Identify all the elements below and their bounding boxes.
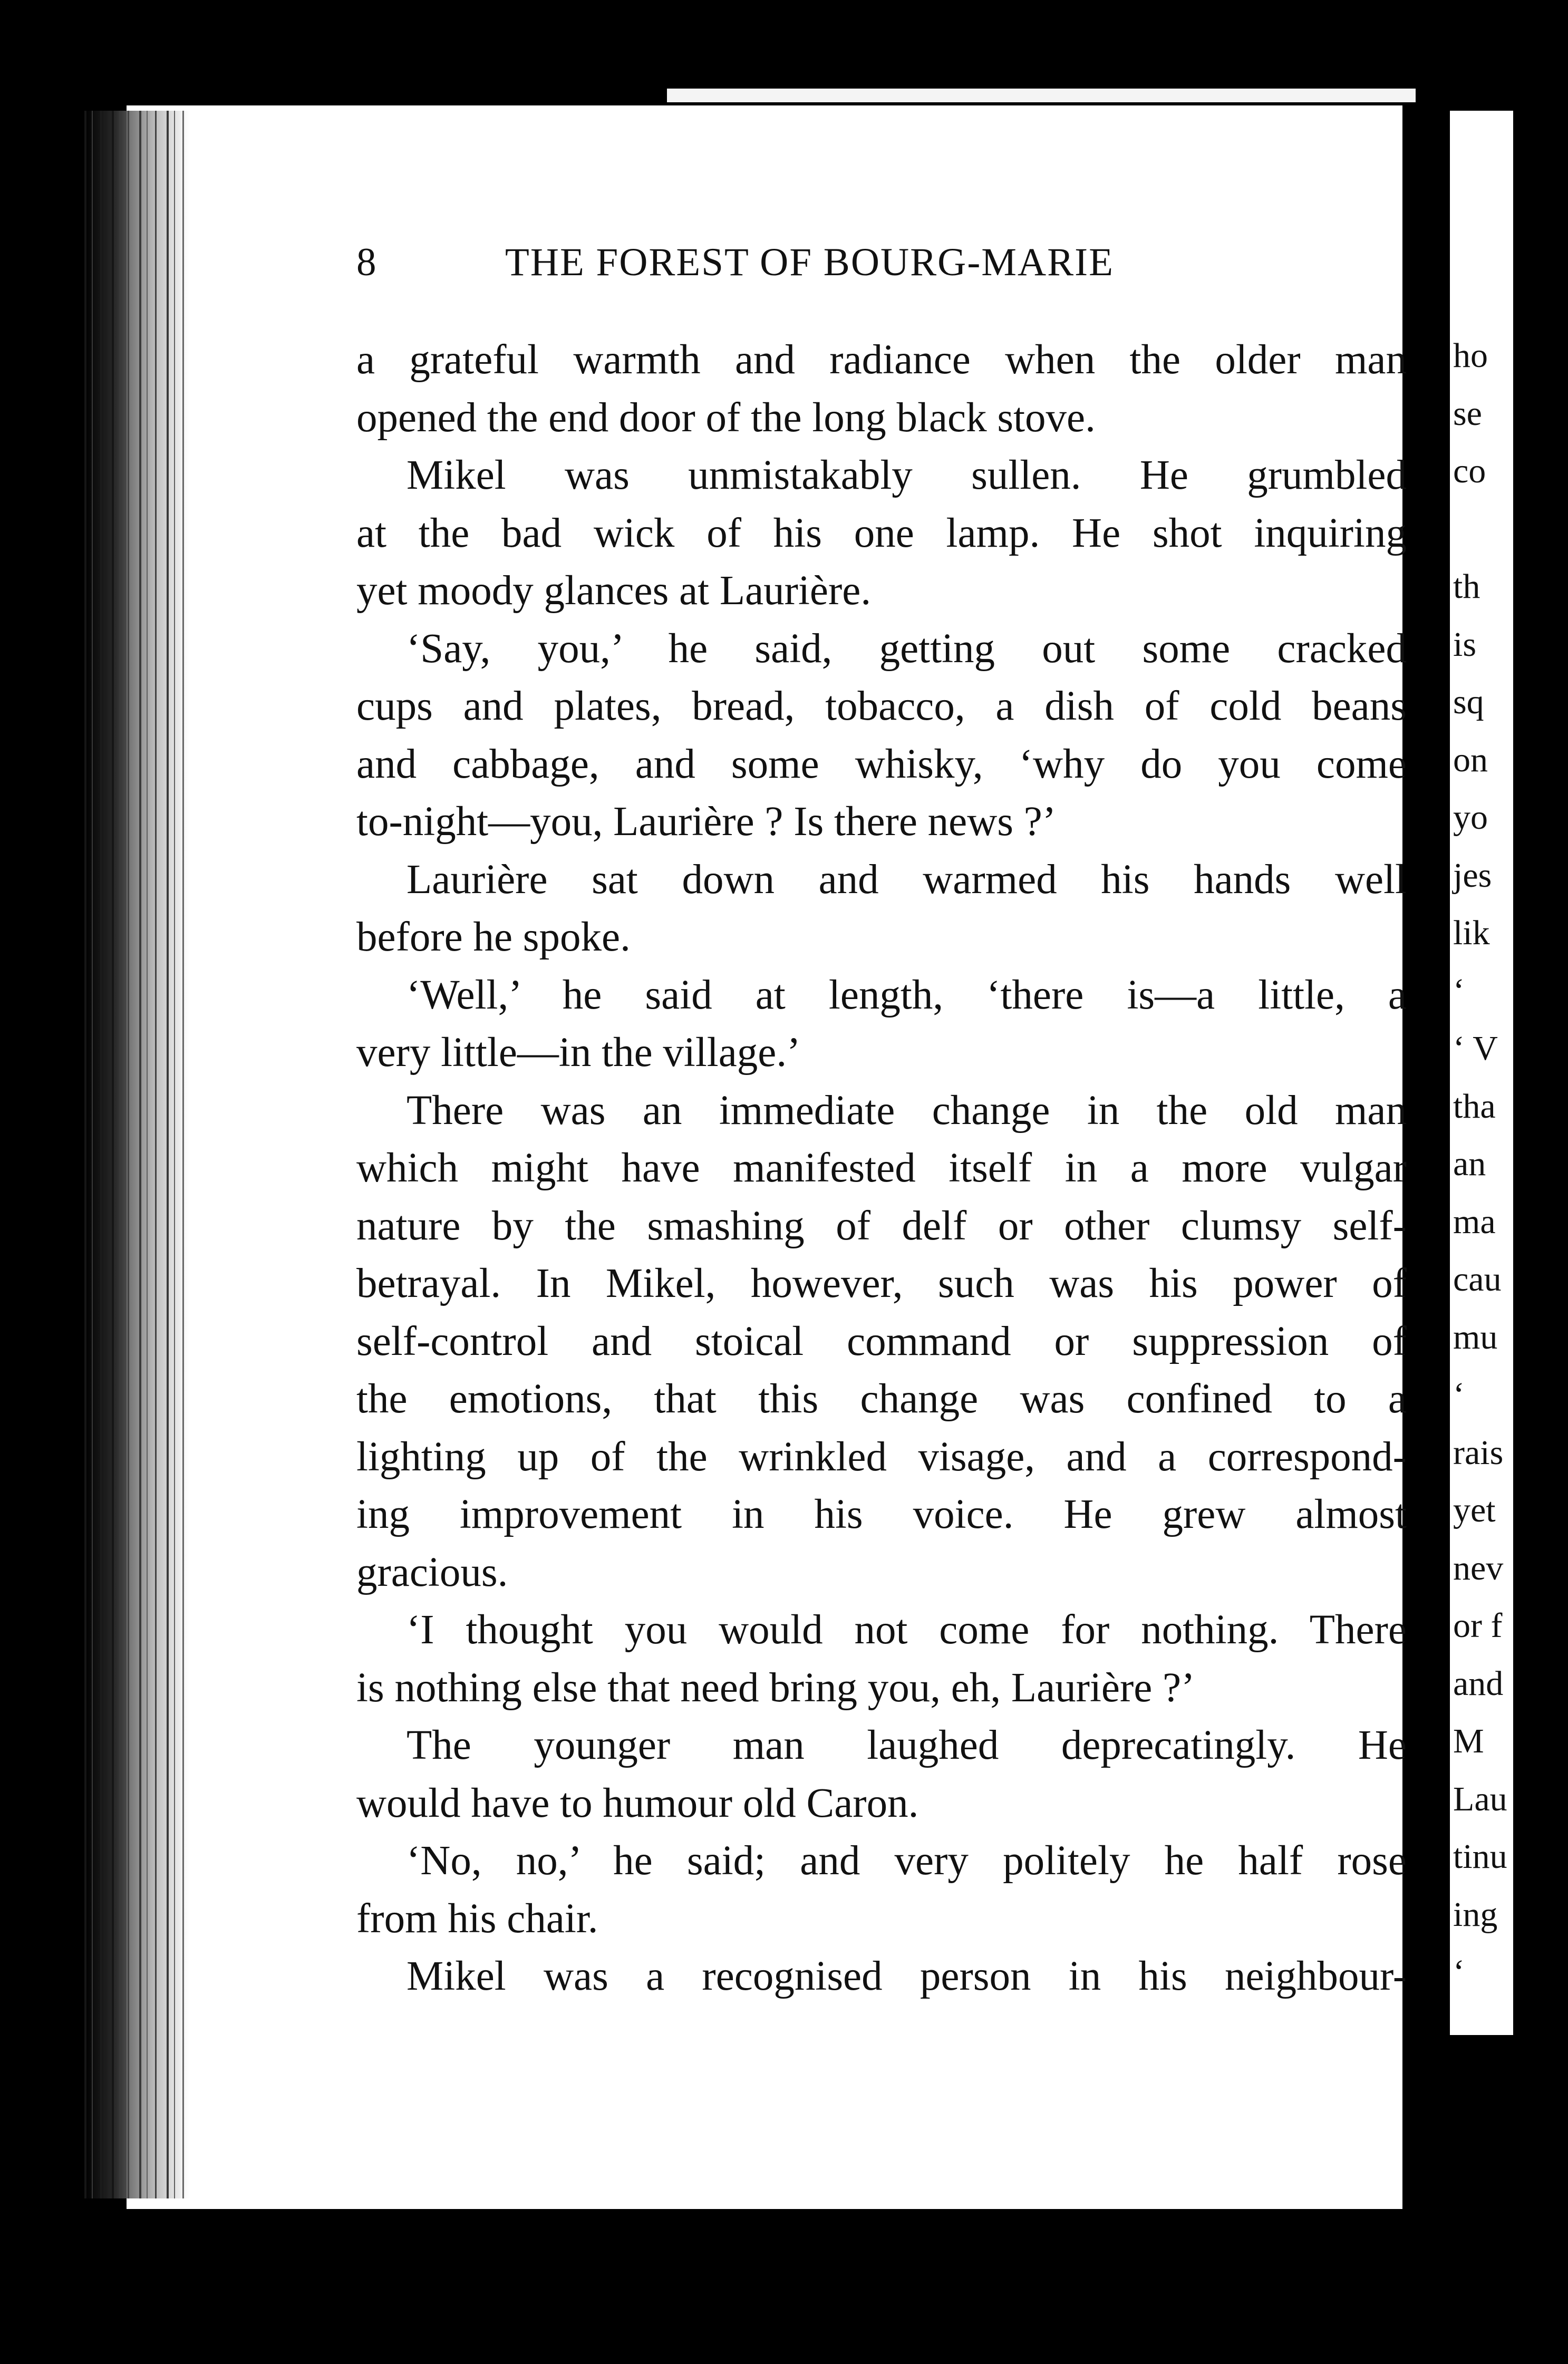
next-page-fragment: mu: [1453, 1317, 1498, 1357]
next-page-fragment: and: [1453, 1664, 1504, 1703]
text-line: would have to humour old Caron.: [356, 1780, 919, 1826]
body-text: [356, 331, 1407, 2005]
text-line: to-night—you, Laurière ? Is there news ?’: [356, 799, 1057, 845]
next-page-fragment: jes: [1453, 856, 1492, 895]
next-page-fragment: yo: [1453, 798, 1488, 837]
next-page-fragment: nev: [1453, 1548, 1504, 1587]
next-page-fragment: M: [1453, 1722, 1484, 1760]
next-page-fragment: Lau: [1453, 1779, 1507, 1818]
next-page-fragment: or f: [1453, 1606, 1503, 1645]
running-header: [356, 240, 1284, 287]
next-page-fragment: ‘: [1453, 1375, 1465, 1414]
text-line: The younger man laughed deprecatingly. He: [406, 1722, 1407, 1768]
next-page-fragment: rais: [1453, 1433, 1504, 1472]
text-line: gracious.: [356, 1549, 508, 1595]
text-line: very little—in the village.’: [356, 1030, 801, 1076]
sliver-edge: [1513, 111, 1540, 2035]
text-line: ‘Well,’ he said at length, ‘there is—a little, a: [406, 972, 1407, 1018]
next-page-fragment: th: [1453, 567, 1480, 606]
text-line: and cabbage, and some whisky, ‘why do you come: [356, 741, 1407, 787]
running-title: THE FOREST OF BOURG-MARIE: [505, 240, 1114, 284]
text-line: before he spoke.: [356, 914, 631, 960]
text-line: a grateful warmth and radiance when the older man: [356, 337, 1407, 383]
text-line: at the bad wick of his one lamp. He shot inquiring: [356, 510, 1407, 556]
binding-gutter: [84, 111, 190, 2198]
next-page-fragment: co: [1453, 452, 1486, 490]
text-line: opened the end door of the long black stove.: [356, 394, 1096, 441]
next-page-fragment: is: [1453, 625, 1477, 664]
text-line: betrayal. In Mikel, however, such was his power of: [356, 1261, 1407, 1306]
next-page-fragment: an: [1453, 1145, 1486, 1183]
next-page-fragment: sq: [1453, 683, 1484, 721]
text-line: the emotions, that this change was confined to a: [356, 1376, 1407, 1422]
next-page-fragment: ing: [1453, 1895, 1498, 1934]
next-page-fragment: ho: [1453, 336, 1488, 375]
next-page-fragment: tha: [1453, 1087, 1496, 1126]
text-line: There was an immediate change in the old man: [406, 1087, 1407, 1133]
text-line: ing improvement in his voice. He grew almost: [356, 1491, 1407, 1537]
next-page-fragment: se: [1453, 394, 1482, 433]
next-page-sliver: [1450, 111, 1540, 2035]
text-line: ‘Say, you,’ he said, getting out some cracked: [406, 625, 1407, 672]
text-line: yet moody glances at Laurière.: [356, 568, 872, 614]
text-line: Laurière sat down and warmed his hands well: [406, 856, 1407, 903]
scan-top-edge: [667, 89, 1416, 102]
text-line: self-control and stoical command or suppression of: [356, 1318, 1407, 1364]
next-page-fragment: ma: [1453, 1202, 1496, 1241]
text-line: Mikel was a recognised person in his neighbour-: [406, 1953, 1407, 1999]
next-page-fragment: ‘: [1453, 1953, 1465, 1991]
gutter-fade: [179, 111, 200, 2198]
right-binding-edge: [1402, 105, 1450, 2214]
text-line: nature by the smashing of delf or other clumsy self-: [356, 1203, 1407, 1249]
text-line: Mikel was unmistakably sullen. He grumbled: [406, 452, 1407, 498]
text-line: ‘I thought you would not come for nothing. There: [406, 1607, 1407, 1653]
next-page-fragment: on: [1453, 740, 1488, 779]
text-line: from his chair.: [356, 1895, 598, 1942]
next-page-fragment: ‘: [1453, 971, 1465, 1010]
next-page-fragment: tinu: [1453, 1837, 1507, 1876]
next-page-fragment: yet: [1453, 1491, 1496, 1529]
text-line: ‘No, no,’ he said; and very politely he half rose: [406, 1838, 1407, 1884]
text-line: is nothing else that need bring you, eh, Laurière ?’: [356, 1664, 1195, 1711]
next-page-fragment: ‘ V: [1453, 1029, 1498, 1068]
page-number: 8: [356, 240, 378, 284]
text-line: which might have manifested itself in a more vulgar: [356, 1145, 1407, 1191]
next-page-fragment: cau: [1453, 1260, 1502, 1299]
text-line: lighting up of the wrinkled visage, and a correspond-: [356, 1433, 1407, 1480]
next-page-fragment: lik: [1453, 914, 1490, 952]
text-line: cups and plates, bread, tobacco, a dish of cold beans: [356, 683, 1407, 729]
